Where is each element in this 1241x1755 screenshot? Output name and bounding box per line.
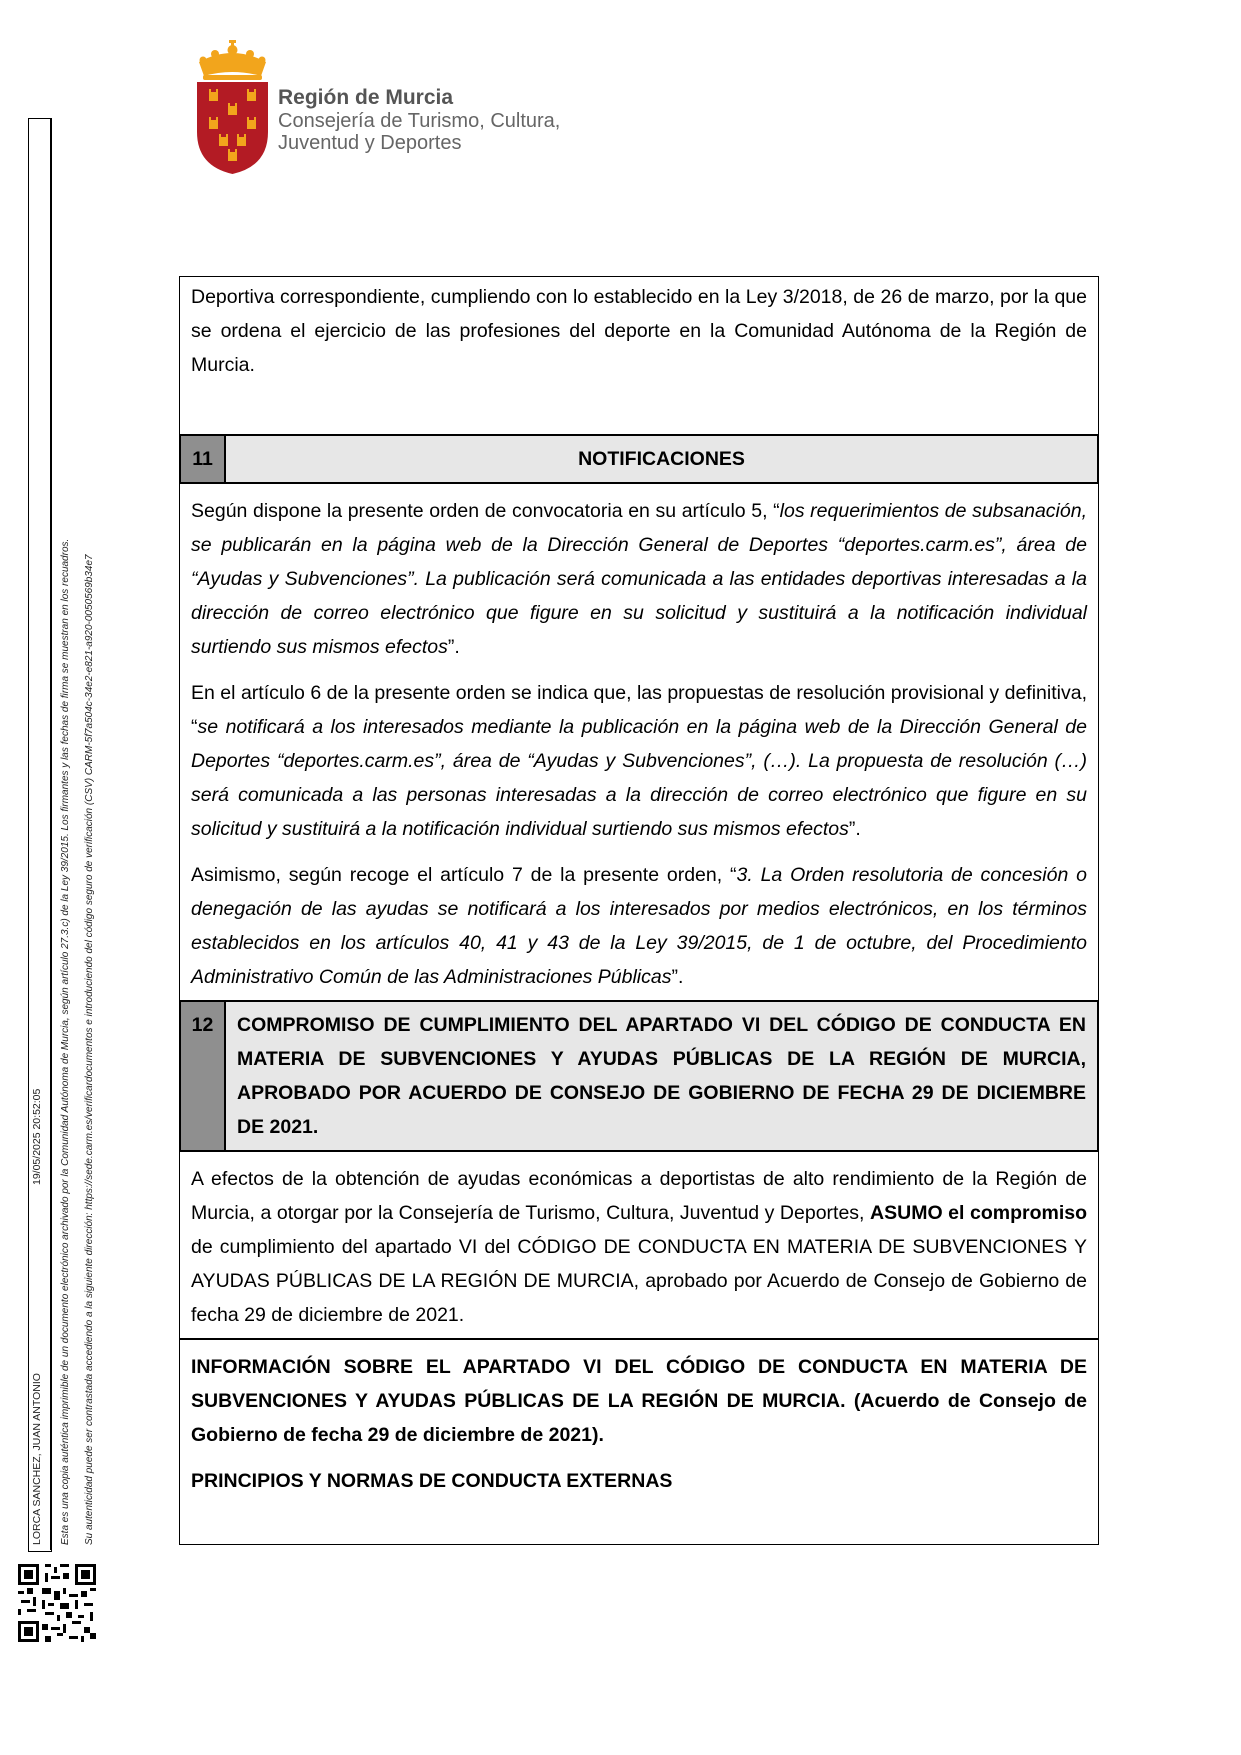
signer-name: LORCA SANCHEZ, JUAN ANTONIO <box>31 1373 43 1545</box>
signature-date: 19/05/2025 20:52:05 <box>31 1088 43 1185</box>
section-11-paragraph-1 <box>191 494 1087 664</box>
signature-box <box>28 118 52 1552</box>
commitment-intro: A efectos de la obtención de ayudas económicas a deportistas de alto rendimiento de la Región de Murcia, a otorgar por la Consejería de Turismo, Cultura, Juventud y Deportes, <box>191 1168 1087 1224</box>
info-heading: INFORMACIÓN SOBRE EL APARTADO VI DEL CÓDIGO DE CONDUCTA EN MATERIA DE SUBVENCIONES Y AYUDAS PÚBLICAS DE LA REGIÓN DE MURCIA. (Acuerdo de Consejo de Gobierno de fecha 29 de diciembre de 2021). <box>191 1356 1087 1446</box>
p2-close: ”. <box>848 818 861 840</box>
section-12-title: COMPROMISO DE CUMPLIMIENTO DEL APARTADO VI DEL CÓDIGO DE CONDUCTA EN MATERIA DE SUBVENCIONES Y AYUDAS PÚBLICAS DE LA REGIÓN DE MURCIA, APROBADO POR ACUERDO DE CONSEJO DE GOBIERNO DE FECHA 29 DE DICIEMBRE DE 2021. <box>237 1014 1086 1138</box>
region-murcia-crest-logo <box>195 40 270 175</box>
section-11-header <box>180 434 1098 484</box>
p2-quote: se notificará a los interesados mediante la publicación en la página web de la Dirección General de Deportes “deportes.carm.es”, área de “Ayudas y Subvenciones”, (…). La propuesta de resolución (…) será comunicada a las personas interesadas a la dirección de correo electrónico que figure en su solicitud y sustituirá a la notificación individual surtiendo sus mismos efectos <box>191 716 1087 840</box>
section-12-body <box>180 1152 1098 1340</box>
section-12-paragraph <box>191 1162 1087 1332</box>
signature-box-divider <box>50 118 51 1550</box>
section-11-title: NOTIFICACIONES <box>578 448 745 470</box>
p1-quote: los requerimientos de subsanación, se publicarán en la página web de la Dirección General de Deportes “deportes.carm.es”, área de “Ayudas y Subvenciones”. La publicación será comunicada a las entidades deportivas interesadas a la dirección de correo electrónico que figure en su solicitud y sustituirá a la notificación individual surtiendo sus mismos efectos <box>191 500 1087 658</box>
section-11-body <box>180 484 1098 1000</box>
org-line-3: Juventud y Deportes <box>278 131 462 154</box>
verification-qr-code <box>18 1564 96 1642</box>
section-12-header <box>180 1000 1098 1152</box>
section-12-number: 12 <box>181 1002 226 1150</box>
section-11-paragraph-3 <box>191 858 1087 994</box>
p1-intro: Según dispone la presente orden de convocatoria en su artículo 5, “ <box>191 500 780 522</box>
csv-notice-line-2: Su autenticidad puede ser contrastada accediendo a la siguiente dirección: https://sede.carm.es/verificardocumentos e introduciendo del código seguro de verificación (CSV) CARM-5f7a504c-34e2-e821-a920-0050569b34e7 <box>84 554 95 1545</box>
info-subheading: PRINCIPIOS Y NORMAS DE CONDUCTA EXTERNAS <box>191 1470 673 1492</box>
section-11-paragraph-2 <box>191 676 1087 846</box>
p3-quote: 3. La Orden resolutoria de concesión o denegación de las ayudas se notificará a los interesados por medios electrónicos, en los términos establecidos en los artículos 40, 41 y 43 de la Ley 39/2015, de 1 de octubre, del Procedimiento Administrativo Común de las Administraciones Públicas <box>191 864 1087 988</box>
continuation-paragraph: Deportiva correspondiente, cumpliendo con lo establecido en la Ley 3/2018, de 26 de marzo, por la que se ordena el ejercicio de las profesiones del deporte en la Comunidad Autónoma de la Región de Murcia. <box>191 286 1087 376</box>
organization-name <box>278 86 560 154</box>
p1-close: ”. <box>447 636 460 658</box>
continuation-cell <box>180 277 1098 434</box>
org-line-2: Consejería de Turismo, Cultura, <box>278 109 561 132</box>
section-11-number: 11 <box>181 436 226 482</box>
csv-notice-line-1: Esta es una copia auténtica imprimible de un documento electrónico archivado por la Comunidad Autónoma de Murcia, según artículo 27.3.c) de la Ley 39/2015. Los firmantes y las fechas de firma se muestran en los recuadros. <box>60 538 71 1545</box>
p3-close: ”. <box>671 966 684 988</box>
document-form-table <box>179 276 1099 1545</box>
p3-intro: Asimismo, según recoge el artículo 7 de la presente orden, “ <box>191 864 737 886</box>
info-section <box>180 1340 1098 1544</box>
commitment-rest: de cumplimiento del apartado VI del CÓDIGO DE CONDUCTA EN MATERIA DE SUBVENCIONES Y AYUDAS PÚBLICAS DE LA REGIÓN DE MURCIA, aprobado por Acuerdo de Consejo de Gobierno de fecha 29 de diciembre de 2021. <box>191 1236 1087 1326</box>
commitment-bold: ASUMO el compromiso <box>870 1202 1088 1224</box>
p2-intro: En el artículo 6 de la presente orden se indica que, las propuestas de resolución provisional y definitiva, “ <box>191 682 1087 738</box>
org-line-1: Región de Murcia <box>278 86 454 109</box>
